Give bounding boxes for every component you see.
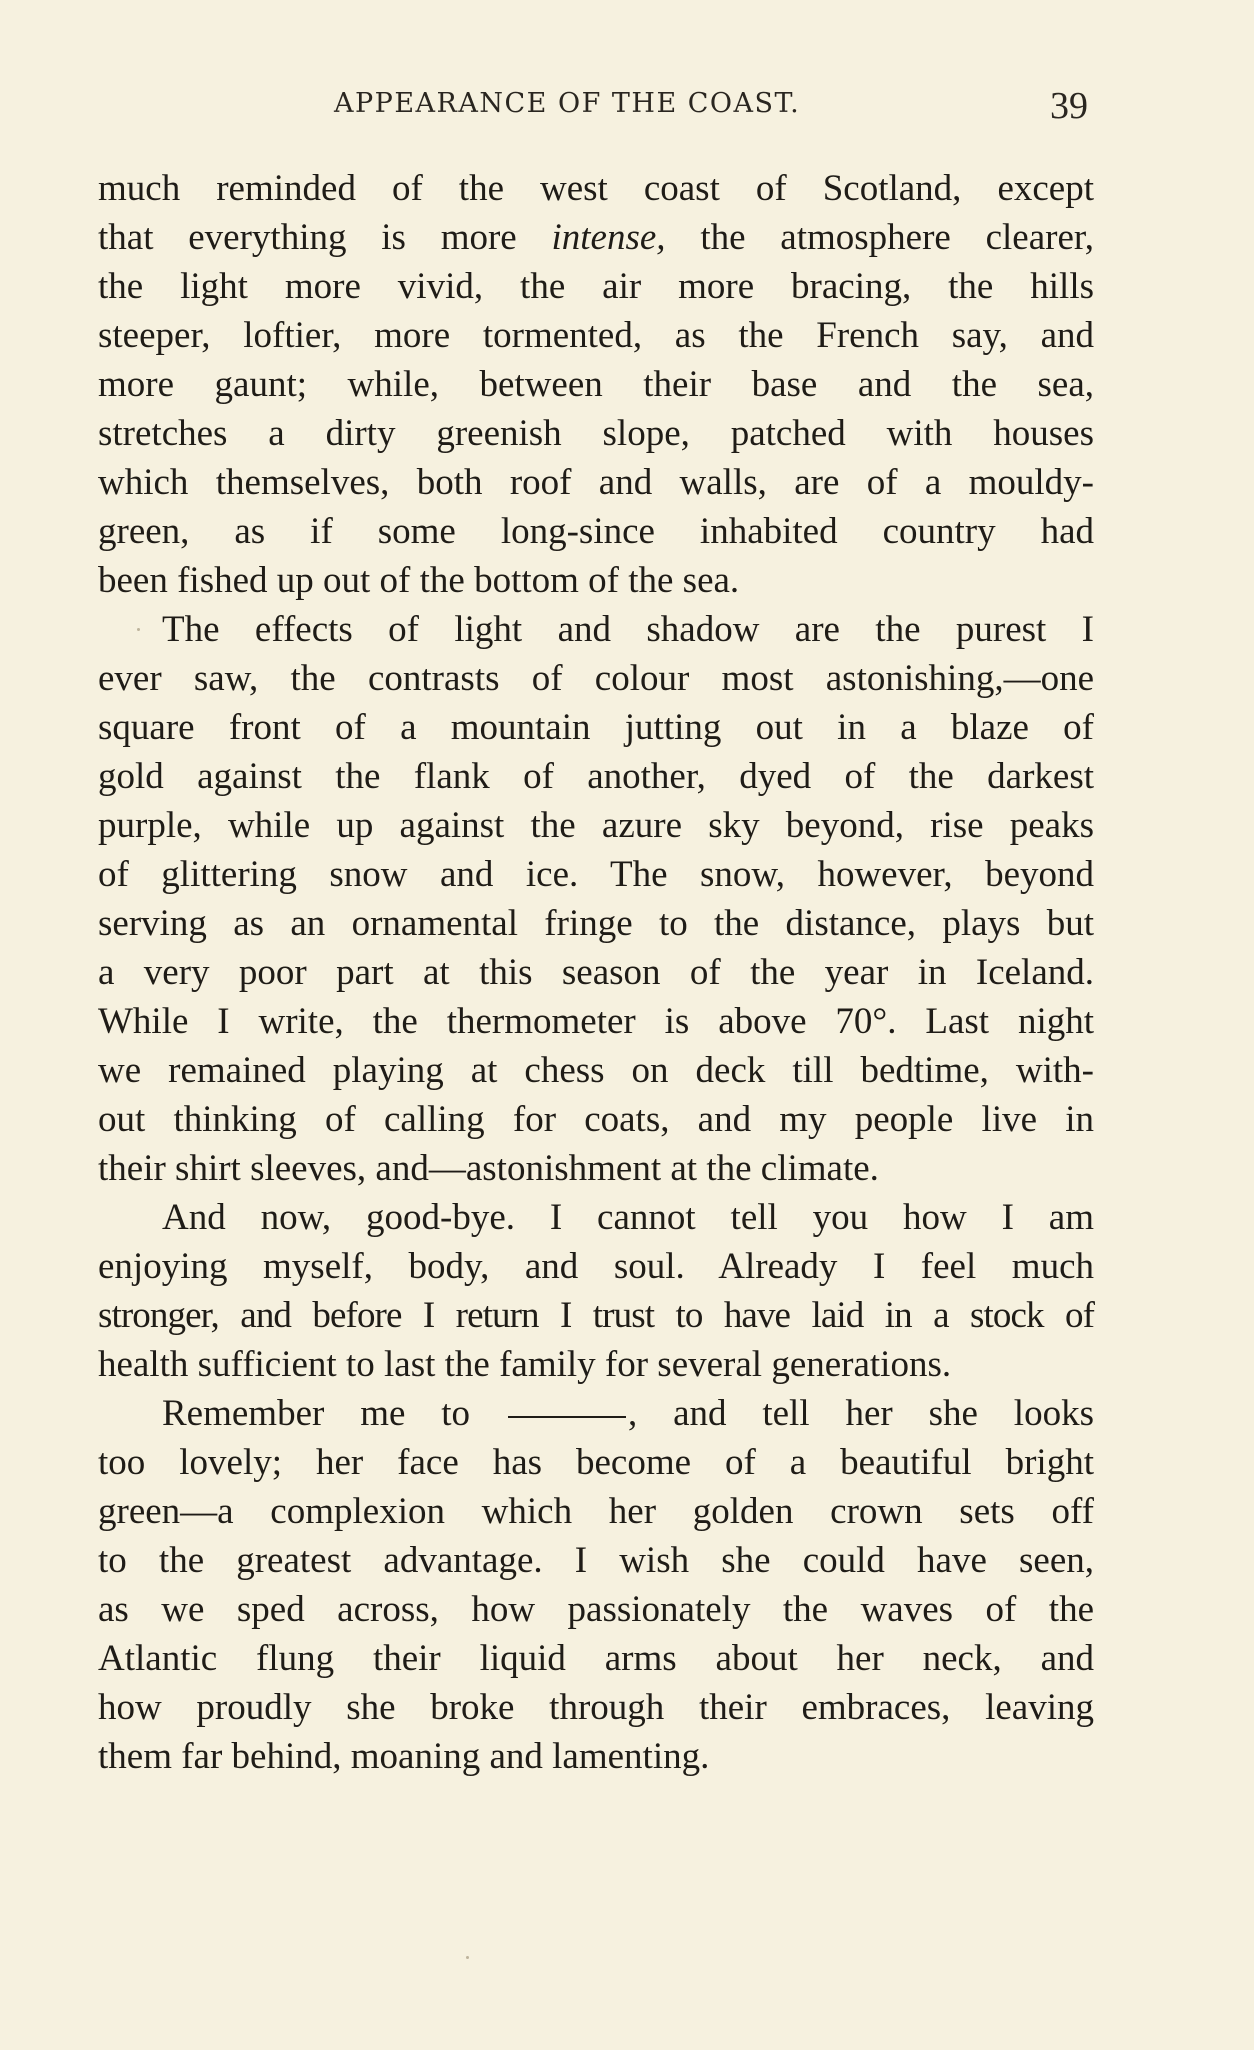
text-line: too lovely; her face has become of a beautiful bright (98, 1442, 1094, 1483)
text-line: stretches a dirty greenish slope, patched with houses (98, 413, 1094, 454)
text-line: square front of a mountain jutting out in a blaze of (98, 707, 1094, 748)
text-line: of glittering snow and ice. The snow, however, beyond (98, 854, 1094, 895)
text-line: the light more vivid, the air more bracing, the hills (98, 266, 1094, 307)
text-line: how proudly she broke through their embraces, leaving (98, 1687, 1094, 1728)
text-line: their shirt sleeves, and—astonishment at the climate. (98, 1148, 879, 1189)
text-line: Atlantic flung their liquid arms about her neck, and (98, 1638, 1094, 1679)
text-line: we remained playing at chess on deck till bedtime, with- (98, 1050, 1094, 1091)
text-line: out thinking of calling for coats, and my people live in (98, 1099, 1094, 1140)
text-line: which themselves, both roof and walls, are of a mouldy- (98, 462, 1094, 503)
italic-emphasis: intense, (551, 217, 666, 258)
text-line: that everything is more intense, the atmosphere clearer, (98, 217, 1094, 258)
text-line: steeper, loftier, more tormented, as the French say, and (98, 315, 1094, 356)
text-line: health sufficient to last the family for several generations. (98, 1344, 952, 1385)
text-line: green—a complexion which her golden crown sets off (98, 1491, 1094, 1532)
text-line: While I write, the thermometer is above 70°. Last night (98, 1001, 1094, 1042)
paper-speck (137, 628, 140, 631)
page-number: 39 (1050, 85, 1088, 127)
text-line: more gaunt; while, between their base and the sea, (98, 364, 1094, 405)
text-line: a very poor part at this season of the year in Iceland. (98, 952, 1094, 993)
text-line: been fished up out of the bottom of the sea. (98, 560, 740, 601)
text-line: much reminded of the west coast of Scotland, except (98, 168, 1094, 209)
paper-speck (466, 1956, 469, 1959)
text-line: gold against the flank of another, dyed of the darkest (98, 756, 1094, 797)
text-line: green, as if some long-since inhabited country had (98, 511, 1094, 552)
paragraph-start-line: And now, good-bye. I cannot tell you how I am (162, 1197, 1094, 1238)
text-line: them far behind, moaning and lamenting. (98, 1736, 710, 1777)
text-line: purple, while up against the azure sky beyond, rise peaks (98, 805, 1094, 846)
text-line: ever saw, the contrasts of colour most astonishing,—one (98, 658, 1094, 699)
name-omission-dash (508, 1416, 626, 1418)
text-line: stronger, and before I return I trust to have laid in a stock of (98, 1295, 1094, 1336)
paragraph-start-line: The effects of light and shadow are the purest I (162, 609, 1094, 650)
text-line: serving as an ornamental fringe to the distance, plays but (98, 903, 1094, 944)
paragraph-start-line: Remember me to , and tell her she looks (162, 1393, 1094, 1434)
text-line: enjoying myself, body, and soul. Already I feel much (98, 1246, 1094, 1287)
text-line: as we sped across, how passionately the waves of the (98, 1589, 1094, 1630)
text-line: to the greatest advantage. I wish she could have seen, (98, 1540, 1094, 1581)
running-head: APPEARANCE OF THE COAST. (334, 88, 801, 119)
body-text (98, 164, 1094, 1781)
page-header (98, 85, 1088, 132)
